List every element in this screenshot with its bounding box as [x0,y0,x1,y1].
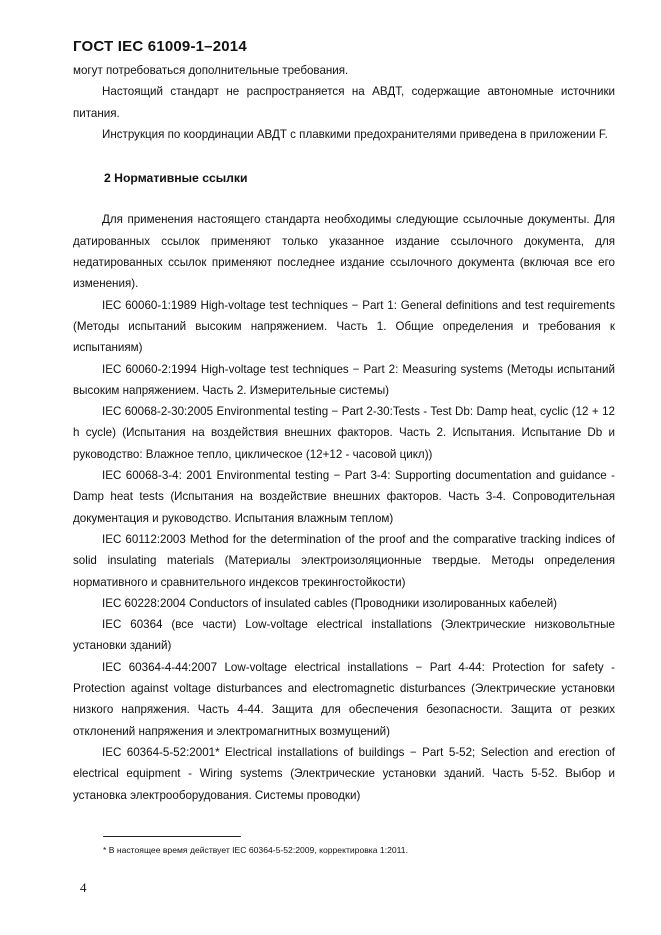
paragraph-intro-continuation: могут потребоваться дополнительные требования. [73,64,349,77]
document-header: ГОСТ IEC 61009-1–2014 [73,38,247,55]
reference-iec-60228: IEC 60228:2004 Conductors of insulated cables (Проводники изолированных кабелей) [102,596,558,610]
reference-iec-60068-3-4: IEC 60068-3-4: 2001 Environmental testing − Part 3-4: Supporting documentation and guidance - Damp heat tests (Испытания на воздействие внешних факторов. Часть 3-4. Сопроводительная документация и руководство. Испытания влажным теплом) [73,469,615,525]
footnote-separator [103,836,241,837]
reference-iec-60060-2: IEC 60060-2:1994 High-voltage test techniques − Part 2: Measuring systems (Методы испытаний высоким напряжением. Часть 2. Измерительные системы) [73,362,615,397]
page-content [73,60,615,806]
paragraph-references-intro: Для применения настоящего стандарта необходимы следующие ссылочные документы. Для датированных ссылок применяют только указанное издание ссылочного документа, для недатированных ссылок применяют последнее издание ссылочного документа (включая все его изменения). [73,213,615,291]
reference-iec-60068-2-30: IEC 60068-2-30:2005 Environmental testing − Part 2-30:Tests - Test Db: Damp heat, cyclic (12 + 12 h cycle) (Испытания на воздействия внешних факторов. Часть 2. Испытания. Испытание Db и руководство: Влажное тепло, циклическое (12+12 - часовой цикл)) [73,405,615,461]
reference-iec-60112: IEC 60112:2003 Method for the determination of the proof and the comparative tracking indices of solid insulating materials (Материалы электроизоляционные твердые. Методы определения нормативного и сравнительного индексов трекингостойкости) [73,532,615,589]
page-number: 4 [80,880,87,895]
paragraph-fuse-coordination: Инструкция по координации АВДТ с плавкими предохранителями приведена в приложении F. [102,127,608,141]
reference-iec-60364: IEC 60364 (все части) Low-voltage electrical installations (Электрические низковольтные установки зданий) [73,618,615,653]
reference-iec-60060-1: IEC 60060-1:1989 High-voltage test techniques − Part 1: General definitions and test requirements (Методы испытаний высоким напряжением. Часть 1. Общие определения и требования к испытаниям) [73,298,615,355]
section-title: 2 Нормативные ссылки [104,171,248,186]
paragraph-scope-exclusion: Настоящий стандарт не распространяется на АВДТ, содержащие автономные источники питания. [73,85,615,120]
reference-iec-60364-4-44: IEC 60364-4-44:2007 Low-voltage electrical installations − Part 4-44: Protection for safety - Protection against voltage disturbances and electromagnetic disturbances (Электрические установки низкого напряжения. Часть 4-44. Защита для обеспечения безопасности. Защита от резких отклонений напряжения и электромагнитных возмущений) [73,660,615,738]
reference-iec-60364-5-52: IEC 60364-5-52:2001* Electrical installations of buildings − Part 5-52; Selection and erection of electrical equipment - Wiring systems (Электрические установки зданий. Часть 5-52. Выбор и установка электрооборудования. Системы проводки) [73,745,615,802]
footnote: * В настоящее время действует IEC 60364-5-52:2009, корректировка 1:2011. [103,845,408,855]
